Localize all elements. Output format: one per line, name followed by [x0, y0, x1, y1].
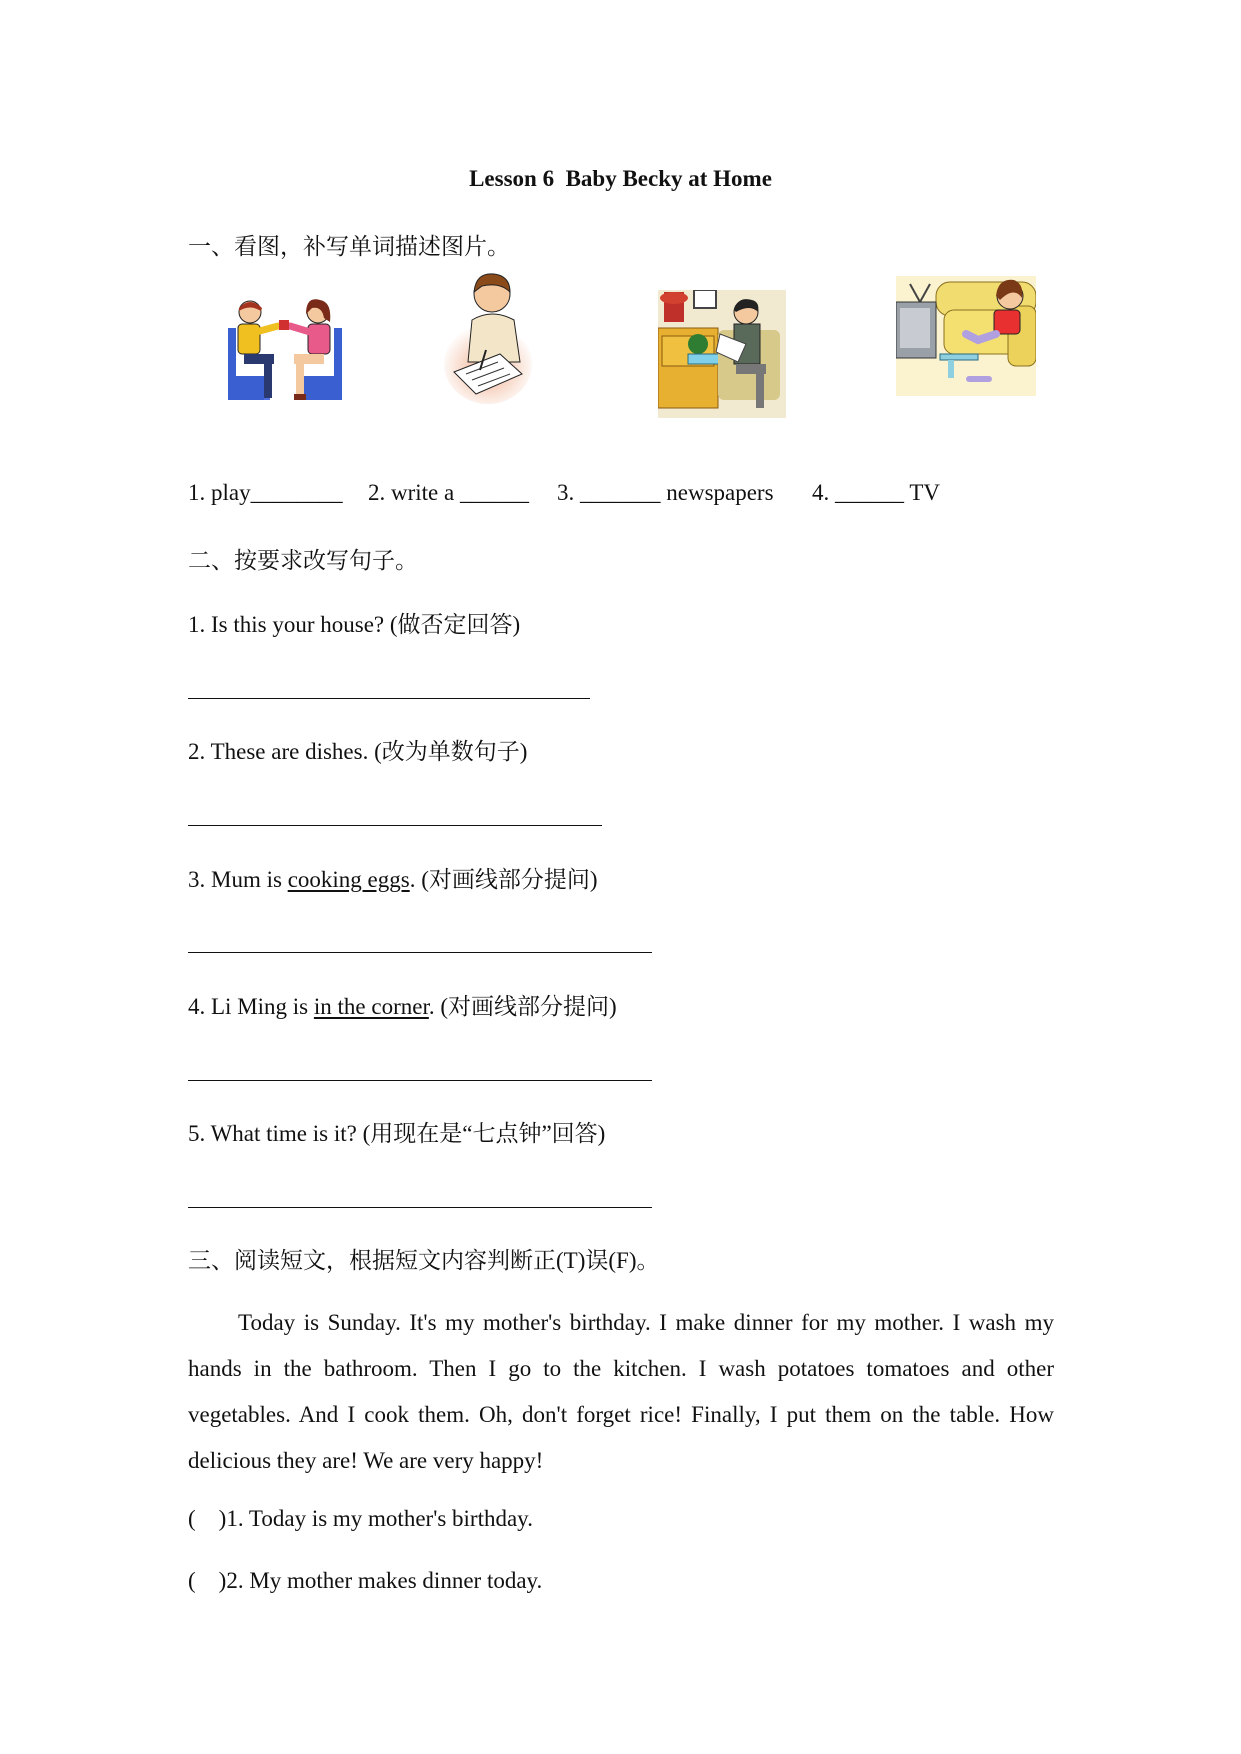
question-4-suffix: . (对画线部分提问): [428, 994, 617, 1019]
fill-item-4: 4. ______ TV: [812, 480, 940, 505]
rewrite-question-2: 2. These are dishes. (改为单数句子): [188, 739, 528, 764]
boy-writing-picture: [442, 270, 534, 404]
rewrite-question-3: [188, 861, 598, 894]
children-playing-picture: [224, 298, 346, 404]
question-3-underlined: cooking eggs: [287, 867, 410, 892]
answer-line-2: [188, 825, 602, 826]
fill-item-1: 1. play________: [188, 480, 343, 505]
judgment-2-paren: ( ): [188, 1568, 227, 1593]
answer-line-4: [188, 1080, 652, 1081]
judgment-1-paren: ( ): [188, 1506, 227, 1531]
section1-heading: 一、看图，补写单词描述图片。: [188, 234, 510, 259]
judgment-2-text: 2. My mother makes dinner today.: [226, 1568, 543, 1593]
reading-passage: Today is Sunday. It's my mother's birthday. I make dinner for my mother. I wash my hands in the bathroom. Then I go to the kitchen. I wash potatoes tomatoes and other vegetables. And I cook them. Oh, don't forget rice! Finally, I put them on the table. How delicious they are! We are very happy!: [188, 1310, 1054, 1473]
girl-watching-tv-picture: [896, 276, 1036, 396]
answer-line-5: [188, 1207, 652, 1208]
rewrite-question-1: 1. Is this your house? (做否定回答): [188, 612, 521, 637]
question-3-text: 3. Mum is: [188, 867, 288, 892]
answer-line-3: [188, 952, 652, 953]
section3-heading: 三、阅读短文，根据短文内容判断正(T)误(F)。: [188, 1248, 660, 1273]
fill-item-3: 3. _______ newspapers: [557, 480, 774, 505]
question-3-suffix: . (对画线部分提问): [409, 867, 598, 892]
page-title: Lesson 6 Baby Becky at Home: [469, 166, 772, 191]
rewrite-question-4: [188, 988, 617, 1021]
answer-line-1: [188, 698, 590, 699]
question-4-text: 4. Li Ming is: [188, 994, 314, 1019]
rewrite-question-5: 5. What time is it? (用现在是“七点钟”回答): [188, 1121, 606, 1146]
question-4-underlined: in the corner: [313, 994, 429, 1019]
judgment-item-2: [188, 1568, 542, 1594]
judgment-1-text: 1. Today is my mother's birthday.: [226, 1506, 533, 1531]
man-reading-newspaper-picture: [658, 290, 786, 418]
fill-item-2: 2. write a ______: [368, 480, 529, 505]
judgment-item-1: [188, 1506, 533, 1532]
section2-heading: 二、按要求改写句子。: [188, 548, 418, 573]
